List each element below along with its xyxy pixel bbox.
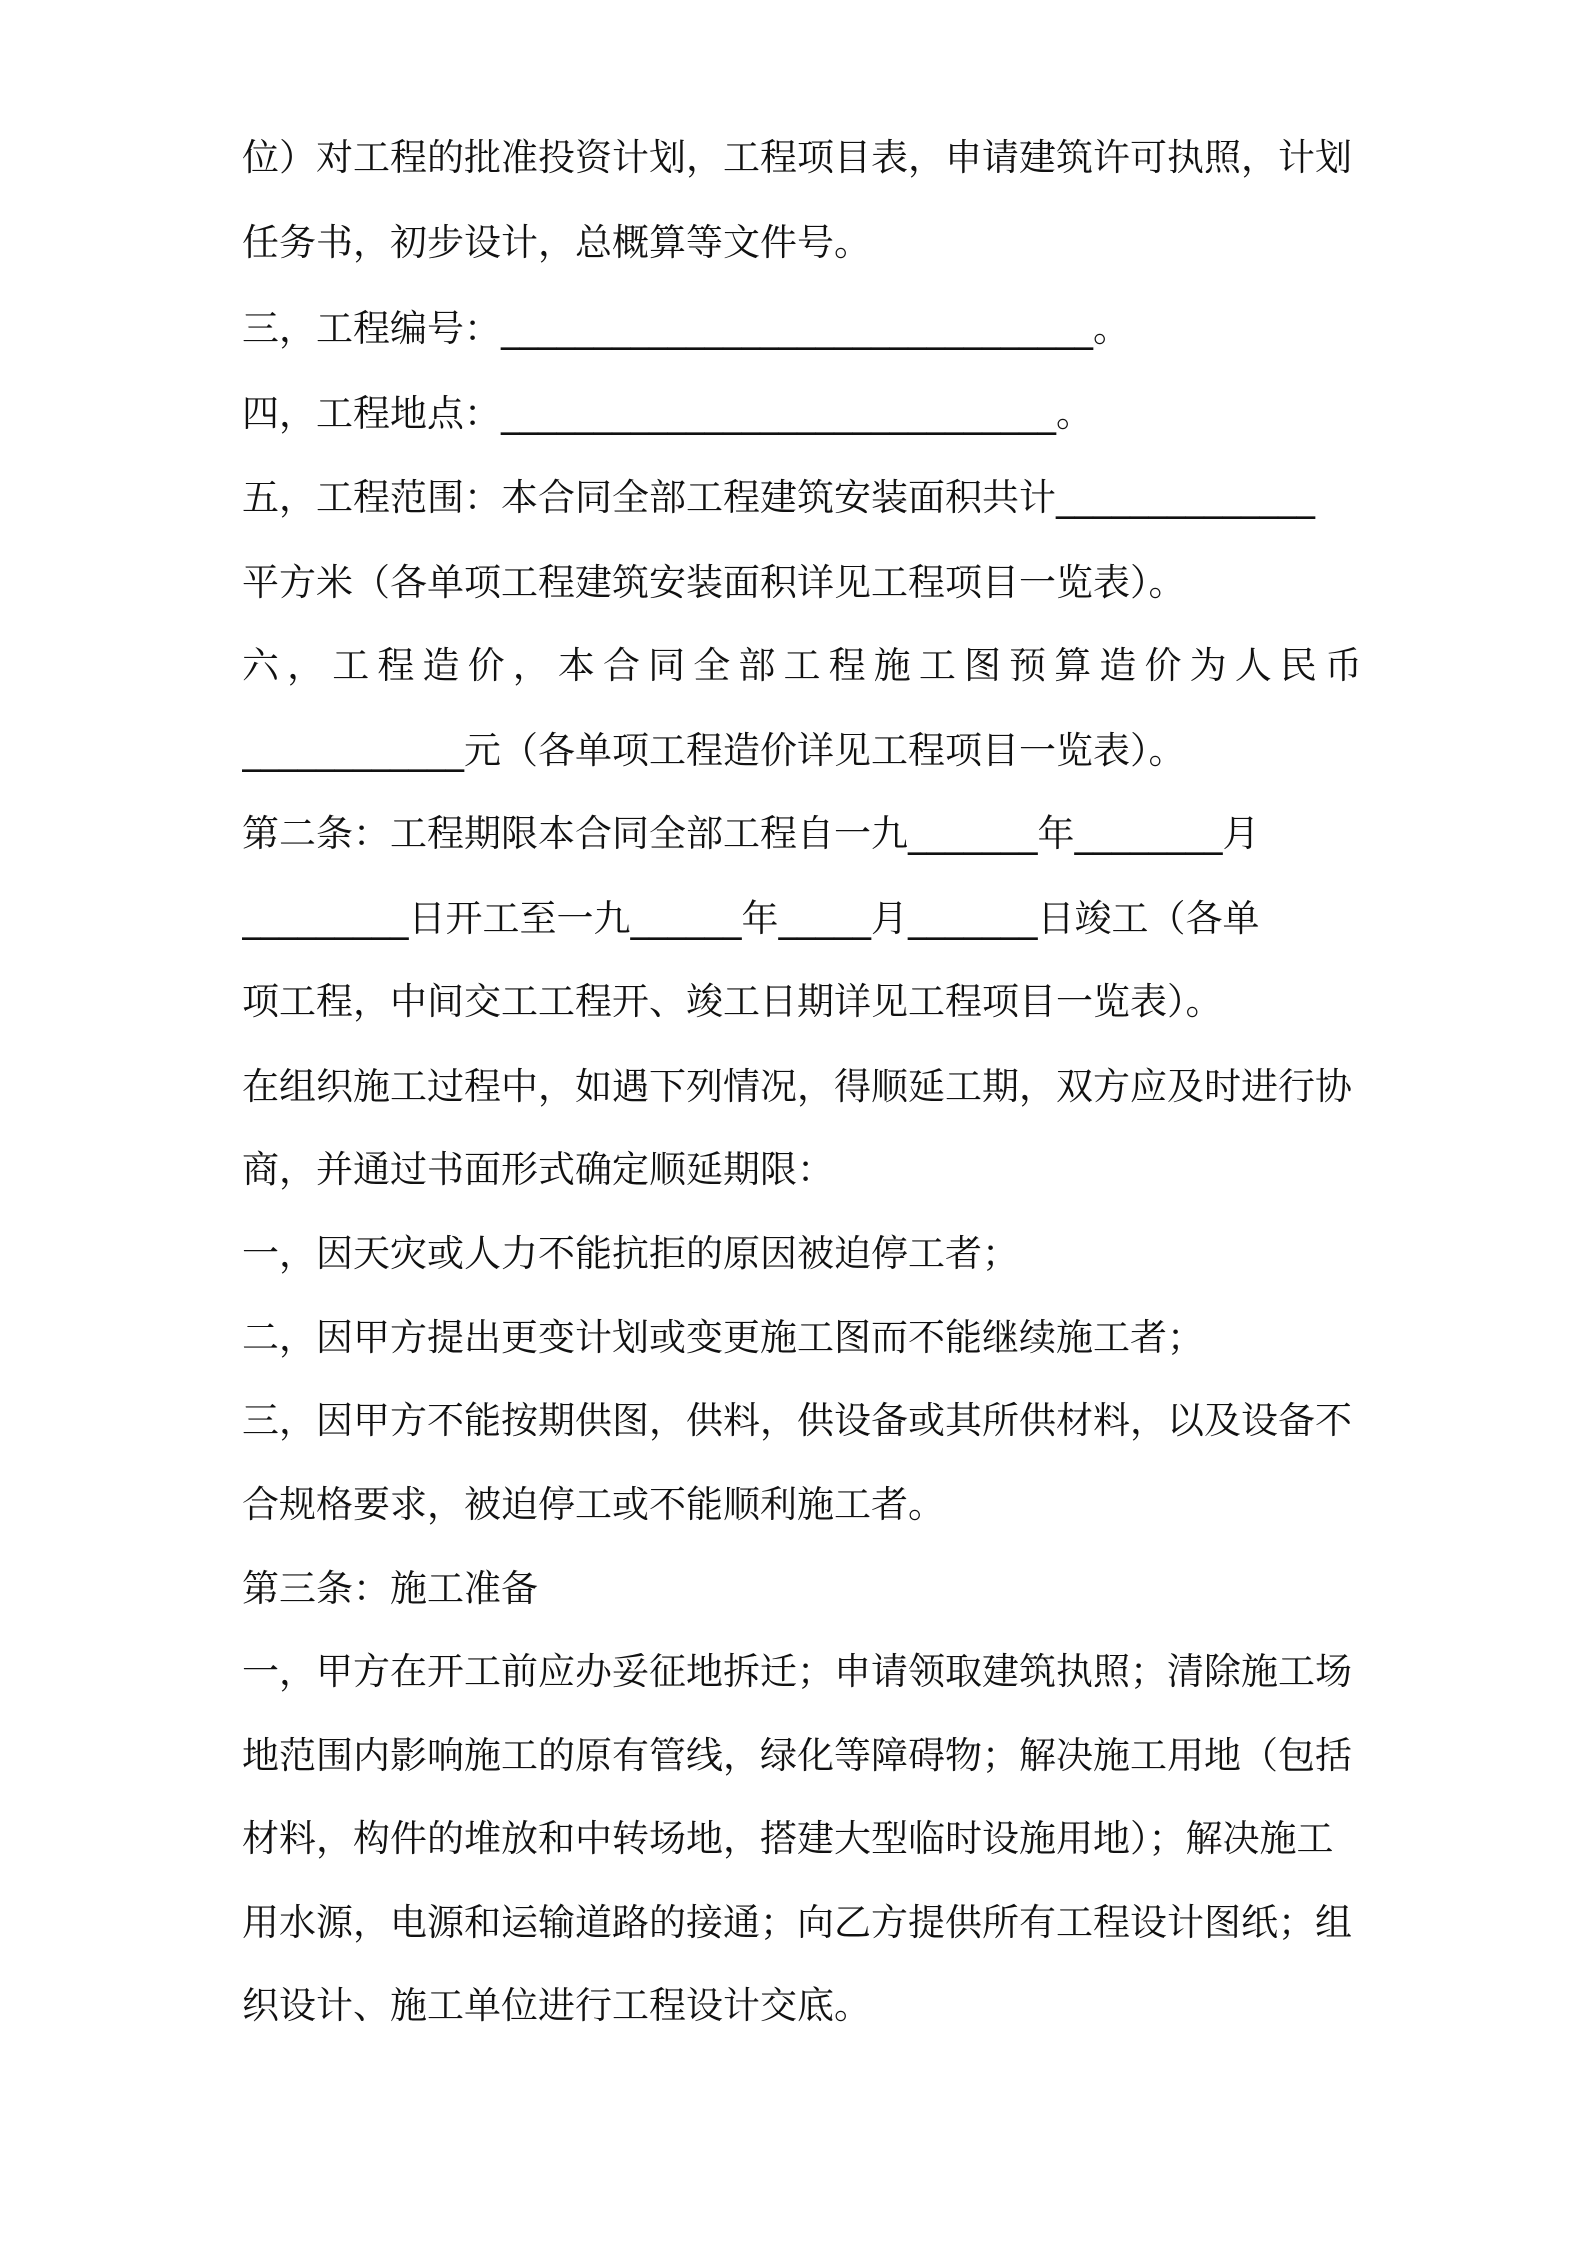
- text-char: 工: [918, 644, 956, 687]
- text-char: 造: [1099, 644, 1137, 687]
- text-char: 合: [603, 644, 640, 687]
- text-line: 任务书，初步设计，总概算等文件号。: [242, 221, 871, 264]
- text-char: 币: [1325, 644, 1362, 687]
- text-char: 工: [332, 644, 370, 687]
- text-char: 价: [1144, 644, 1182, 687]
- text-char: 预: [1009, 644, 1047, 687]
- text-line: 四，工程地点：______________________________。: [242, 392, 1093, 435]
- text-char: 价: [467, 644, 505, 687]
- text-char: 程: [828, 644, 866, 687]
- text-char: 本: [557, 644, 595, 687]
- text-char: ，: [512, 644, 550, 687]
- text-line: 商，并通过书面形式确定顺延期限：: [242, 1148, 834, 1191]
- text-char: 同: [648, 644, 686, 687]
- text-char: 程: [377, 644, 415, 687]
- text-line: ____________元（各单项工程造价详见工程项目一览表）。: [242, 729, 1186, 772]
- text-line: 项工程，中间交工工程开、竣工日期详见工程项目一览表）。: [242, 980, 1223, 1023]
- text-line: 平方米（各单项工程建筑安装面积详见工程项目一览表）。: [242, 561, 1186, 604]
- text-line: 材料，构件的堆放和中转场地，搭建大型临时设施用地）；解决施工: [242, 1817, 1334, 1860]
- text-line: 用水源，电源和运输道路的接通；向乙方提供所有工程设计图纸；组: [242, 1901, 1352, 1944]
- text-char: 全: [693, 644, 731, 687]
- text-line: 五，工程范围：本合同全部工程建筑安装面积共计______________: [242, 476, 1315, 519]
- text-char: ，: [287, 644, 325, 687]
- text-char: 民: [1279, 644, 1317, 687]
- text-line: 在组织施工过程中，如遇下列情况，得顺延工期，双方应及时进行协: [242, 1065, 1352, 1108]
- text-char: 人: [1234, 644, 1272, 687]
- text-char: 算: [1054, 644, 1092, 687]
- text-line: 第二条：工程期限本合同全部工程自一九_______年________月: [242, 812, 1260, 855]
- text-char: 工: [783, 644, 821, 687]
- text-char: 图: [964, 644, 1001, 687]
- text-char: 六: [242, 644, 279, 687]
- text-char: 造: [422, 644, 460, 687]
- text-line: _________日开工至一九______年_____月_______日竣工（各单: [242, 897, 1260, 940]
- text-line: 第三条：施工准备: [242, 1567, 538, 1610]
- text-line: 合规格要求，被迫停工或不能顺利施工者。: [242, 1483, 945, 1526]
- text-line: 二，因甲方提出更变计划或变更施工图而不能继续施工者；: [242, 1316, 1204, 1359]
- text-line: 织设计、施工单位进行工程设计交底。: [242, 1984, 871, 2027]
- text-char: 为: [1189, 644, 1227, 687]
- text-line: 三，工程编号：________________________________。: [242, 307, 1130, 350]
- text-char: 部: [738, 644, 776, 687]
- text-char: 施: [873, 644, 911, 687]
- text-line: 地范围内影响施工的原有管线，绿化等障碍物；解决施工用地（包括: [242, 1734, 1352, 1777]
- text-line: 一，甲方在开工前应办妥征地拆迁；申请领取建筑执照；清除施工场: [242, 1650, 1352, 1693]
- text-line: 一，因天灾或人力不能抗拒的原因被迫停工者；: [242, 1232, 1019, 1275]
- text-line: 三，因甲方不能按期供图，供料，供设备或其所供材料，以及设备不: [242, 1399, 1352, 1442]
- text-line: 位）对工程的批准投资计划，工程项目表，申请建筑许可执照，计划: [242, 136, 1352, 179]
- text-line: [242, 638, 1362, 694]
